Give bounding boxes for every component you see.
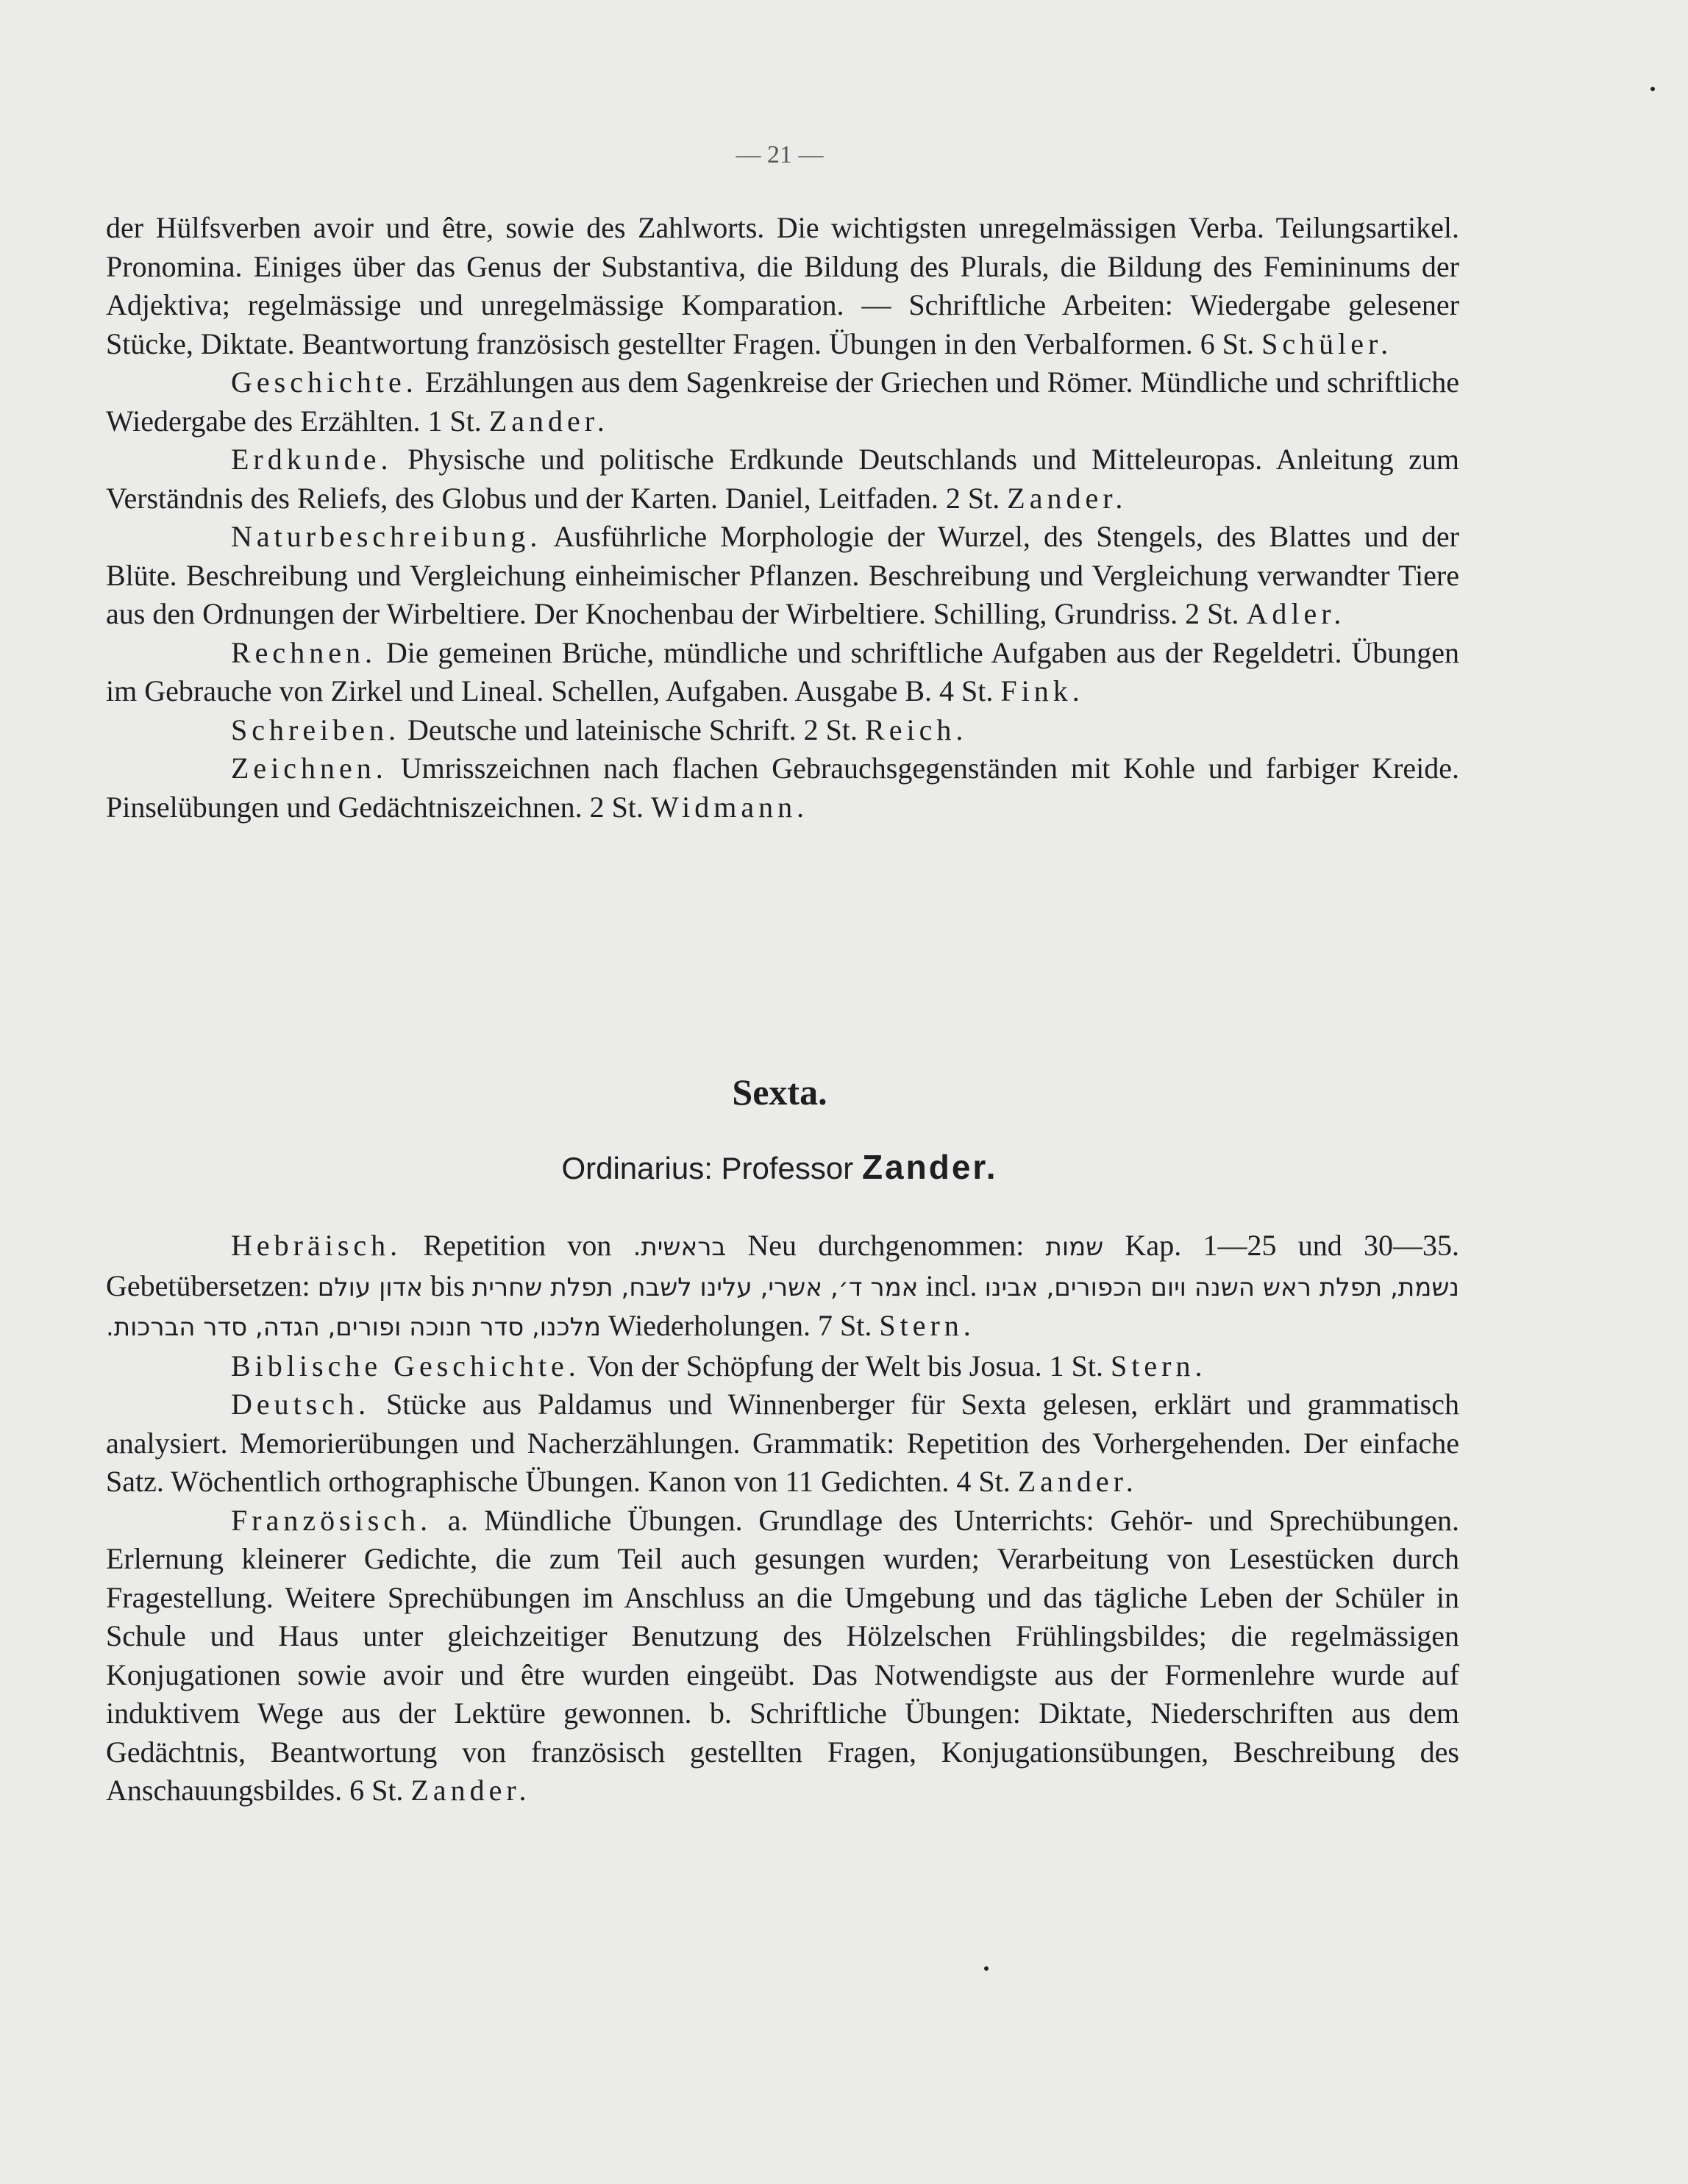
subject-text: bis [430,1268,465,1302]
paragraph-erdkunde [106,440,1459,518]
paragraph-hebraeisch [106,1227,1459,1347]
subject-text: incl. [925,1268,977,1302]
teacher-name: Stern. [1111,1349,1207,1382]
teacher-name: Zander. [1017,1465,1138,1498]
paragraph-biblische-geschichte [106,1347,1459,1386]
teacher-name: Adler. [1246,597,1346,630]
teacher-name: Stern. [879,1309,975,1342]
paragraph-zeichnen [106,749,1459,827]
teacher-name: Fink. [1000,674,1084,707]
subject-text: Deutsche und lateinische Schrift. 2 St. [407,713,858,746]
subject-text: Die gemeinen Brüche, mündliche und schriftliche Aufgaben aus der Regeldetri. Übungen im Gebrauche von Zirkel und Lineal. Schellen, Aufgaben. Ausgabe B. 4 St. [106,635,1459,707]
teacher-name: Zander. [410,1774,531,1807]
subject-label: Erdkunde. [231,443,393,476]
subject-label: Biblische Geschichte. [231,1349,580,1382]
paragraph-geschichte [106,363,1459,440]
hebrew-text: אמר ד׳, אשרי, עלינו לשבח, תפלת שחרית [471,1272,919,1302]
subject-label: Schreiben. [231,713,400,746]
hebrew-text: נשמת, תפלת ראש השנה ויום הכפורים, אבינו מלכנו, סדר חנוכה ופורים, הגדה, סדר הברכות. [106,1272,1460,1342]
section-quinta-continued [106,209,1459,827]
ordinarius-line [0,1147,1559,1187]
teacher-name: Widmann. [650,790,809,824]
ordinarius-name: Zander. [861,1148,998,1186]
franzoesisch-text: der Hülfsverben avoir und être, sowie des Zahlworts. Die wichtigsten unregelmässigen Verba. Teilungsartikel. Pronomina. Einiges über das Genus der Substantiva, die Bildung des Plurals, die Bildung des Femininums der Adjektiva; regelmässige und unregelmässige Komparation. — Schriftliche Arbeiten: Wiedergabe gelesener Stücke, Diktate. Beantwortung französisch gestellter Fragen. Übungen in den Verbalformen. 6 St. [106,211,1459,360]
subject-label: Französisch. [231,1503,432,1537]
scan-speck [984,1966,989,1971]
section-sexta [106,1227,1459,1810]
paragraph-franzoesisch [106,1502,1459,1810]
subject-text: Kap. 1—25 und 30—35. Gebetübersetzen: [106,1229,1460,1302]
subject-text: Neu durchgenommen: [747,1229,1025,1262]
section-heading-sexta: Sexta. [732,1071,827,1113]
subject-text: Umrisszeichnen nach flachen Gebrauchsgegenständen mit Kohle und farbiger Kreide. Pinselübungen und Gedächtniszeichnen. 2 St. [106,752,1460,824]
subject-text: Ausführliche Morphologie der Wurzel, des Stengels, des Blattes und der Blüte. Beschreibung und Vergleichung einheimischer Pflanzen. Beschreibung und Vergleichung verwandter Tiere aus den Ordnungen der Wirbeltiere. Der Knochenbau der Wirbeltiere. Schilling, Grundriss. 2 St. [106,520,1460,630]
scan-speck [1650,87,1655,91]
hebrew-text: בראשית. [633,1232,727,1262]
ordinarius-label: Ordinarius: Professor [561,1151,854,1185]
page-number: — 21 — [736,141,824,168]
subject-label: Hebräisch. [231,1229,402,1262]
subject-label: Geschichte. [231,365,418,399]
subject-text: Stücke aus Paldamus und Winnenberger für Sexta gelesen, erklärt und grammatisch analysiert. Memorierübungen und Nacherzählungen. Grammatik: Repetition des Vorhergehenden. Der einfache Satz. Wöchentlich orthographische Übungen. Kanon von 11 Gedichten. 4 St. [106,1388,1460,1498]
paragraph-rechnen [106,634,1459,711]
teacher-name: Schüler. [1261,326,1393,360]
subject-label: Naturbeschreibung. [231,520,542,553]
paragraph-naturbeschreibung [106,518,1459,634]
paragraph-deutsch [106,1385,1459,1502]
subject-label: Zeichnen. [231,752,388,785]
subject-text: Repetition von [423,1229,612,1262]
teacher-name: Zander. [488,404,609,438]
hebrew-text: אדון עולם [317,1272,423,1302]
teacher-name: Zander. [1007,481,1128,515]
paragraph-schreiben [106,711,1459,750]
hebrew-text: שמות [1045,1232,1104,1262]
subject-label: Rechnen. [231,635,377,669]
paragraph-franzoesisch-continued [106,209,1459,363]
subject-text: Wiederholungen. 7 St. [608,1309,872,1342]
subject-text: Von der Schöpfung der Welt bis Josua. 1 St. [587,1349,1104,1382]
teacher-name: Reich. [865,713,968,746]
subject-text: a. Mündliche Übungen. Grundlage des Unterrichts: Gehör- und Sprechübungen. Erlernung kleinerer Gedichte, die zum Teil auch gesungen wurden; Verarbeitung von Lesestücken durch Fragestellung. Weitere Sprechübungen im Anschluss an die Umgebung und das tägliche Leben der Schüler in Schule und Haus unter gleichzeitiger Benutzung des Hölzelschen Frühlingsbildes; die regelmässigen Konjugationen sowie avoir und être wurden eingeübt. Das Notwendigste aus der Formenlehre wurde auf induktivem Wege aus der Lektüre gewonnen. b. Schriftliche Übungen: Diktate, Niederschriften aus dem Gedächtnis, Beantwortung von französisch gestellten Fragen, Konjugationsübungen, Beschreibung des Anschauungsbildes. 6 St. [106,1503,1459,1807]
subject-label: Deutsch. [231,1388,371,1421]
subject-text: Physische und politische Erdkunde Deutschlands und Mitteleuropas. Anleitung zum Verständnis des Reliefs, des Globus und der Karten. Daniel, Leitfaden. 2 St. [106,443,1460,515]
subject-text: Erzählungen aus dem Sagenkreise der Griechen und Römer. Mündliche und schriftliche Wiedergabe des Erzählten. 1 St. [106,365,1459,438]
